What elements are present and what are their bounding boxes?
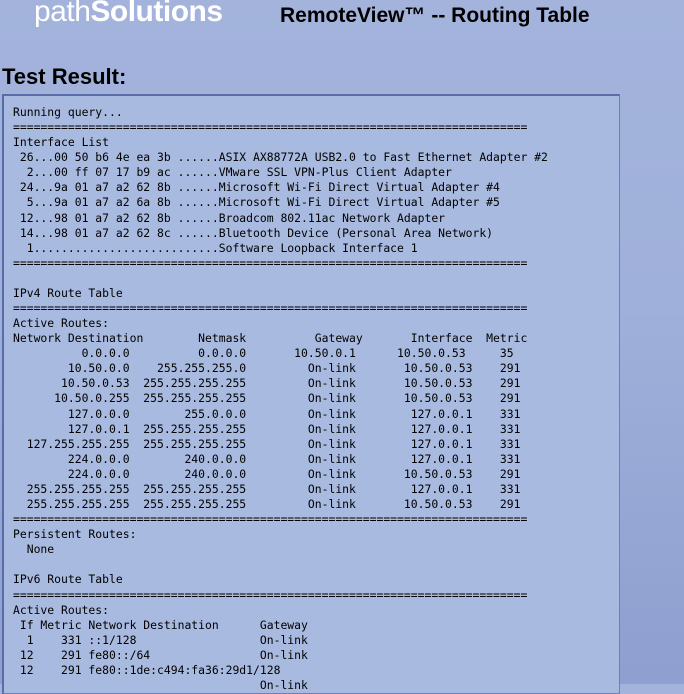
routing-table-output [4, 96, 619, 693]
output-line: 10.50.0.255 255.255.255.255 On-link 10.50.0.53 291 [13, 391, 521, 406]
output-line: Persistent Routes: [13, 527, 137, 542]
output-line: 24...9a 01 a7 a2 62 8b ......Microsoft Wi-Fi Direct Virtual Adapter #4 [13, 180, 500, 195]
logo-solutions-text: Solutions [90, 0, 223, 28]
output-line: 5...9a 01 a7 a2 6a 8b ......Microsoft Wi-Fi Direct Virtual Adapter #5 [13, 195, 500, 210]
output-line: 14...98 01 a7 a2 62 8c ......Bluetooth Device (Personal Area Network) [13, 225, 494, 240]
output-line: =========================================================================== [13, 512, 528, 527]
output-line: 0.0.0.0 0.0.0.0 10.50.0.1 10.50.0.53 35 [13, 346, 514, 361]
output-line: =========================================================================== [13, 587, 528, 602]
output-line: Active Routes: [13, 316, 110, 331]
output-line: 127.255.255.255 255.255.255.255 On-link 127.0.0.1 331 [13, 436, 521, 451]
output-line: =========================================================================== [13, 255, 528, 270]
output-line: Active Routes: [13, 602, 110, 617]
pathsolutions-logo [34, 0, 223, 29]
output-line: 1...........................Software Loopback Interface 1 [13, 240, 418, 255]
output-line: 10.50.0.0 255.255.255.0 On-link 10.50.0.53 291 [13, 361, 521, 376]
output-line: =========================================================================== [13, 301, 528, 316]
query-output-panel[interactable] [2, 94, 620, 694]
output-line: 255.255.255.255 255.255.255.255 On-link 10.50.0.53 291 [13, 497, 521, 512]
output-line: Running query... [13, 105, 123, 119]
output-line: On-link [13, 677, 308, 692]
output-line: 224.0.0.0 240.0.0.0 On-link 127.0.0.1 331 [13, 451, 521, 466]
logo-path-text: path [34, 0, 91, 28]
output-line: If Metric Network Destination Gateway [13, 617, 308, 632]
output-line: Interface List [13, 135, 110, 150]
output-line: 12 291 fe80::1de:c494:fa36:29d1/128 [13, 662, 281, 677]
output-line: 127.0.0.1 255.255.255.255 On-link 127.0.0.1 331 [13, 421, 521, 436]
output-line: IPv4 Route Table [13, 285, 123, 300]
output-line: 224.0.0.0 240.0.0.0 On-link 10.50.0.53 291 [13, 466, 521, 481]
page-title: RemoteView™ -- Routing Table [280, 4, 590, 27]
output-line: =========================================================================== [13, 120, 528, 135]
output-line: 1 331 ::1/128 On-link [13, 632, 308, 647]
output-line: 255.255.255.255 255.255.255.255 On-link 127.0.0.1 331 [13, 481, 521, 496]
output-line: 10.50.0.53 255.255.255.255 On-link 10.50.0.53 291 [13, 376, 521, 391]
output-line: 12 291 fe80::/64 On-link [13, 647, 308, 662]
output-line: IPv6 Route Table [13, 572, 123, 587]
output-line: 2...00 ff 07 17 b9 ac ......VMware SSL VPN-Plus Client Adapter [13, 165, 452, 180]
output-line: None [13, 542, 55, 557]
output-line: Network Destination Netmask Gateway Interface Metric [13, 331, 528, 346]
output-line: 26...00 50 b6 4e ea 3b ......ASIX AX88772A USB2.0 to Fast Ethernet Adapter #2 [13, 150, 548, 165]
output-line: 127.0.0.0 255.0.0.0 On-link 127.0.0.1 331 [13, 406, 521, 421]
output-line: 12...98 01 a7 a2 62 8b ......Broadcom 802.11ac Network Adapter [13, 210, 446, 225]
test-result-heading: Test Result: [2, 64, 127, 89]
